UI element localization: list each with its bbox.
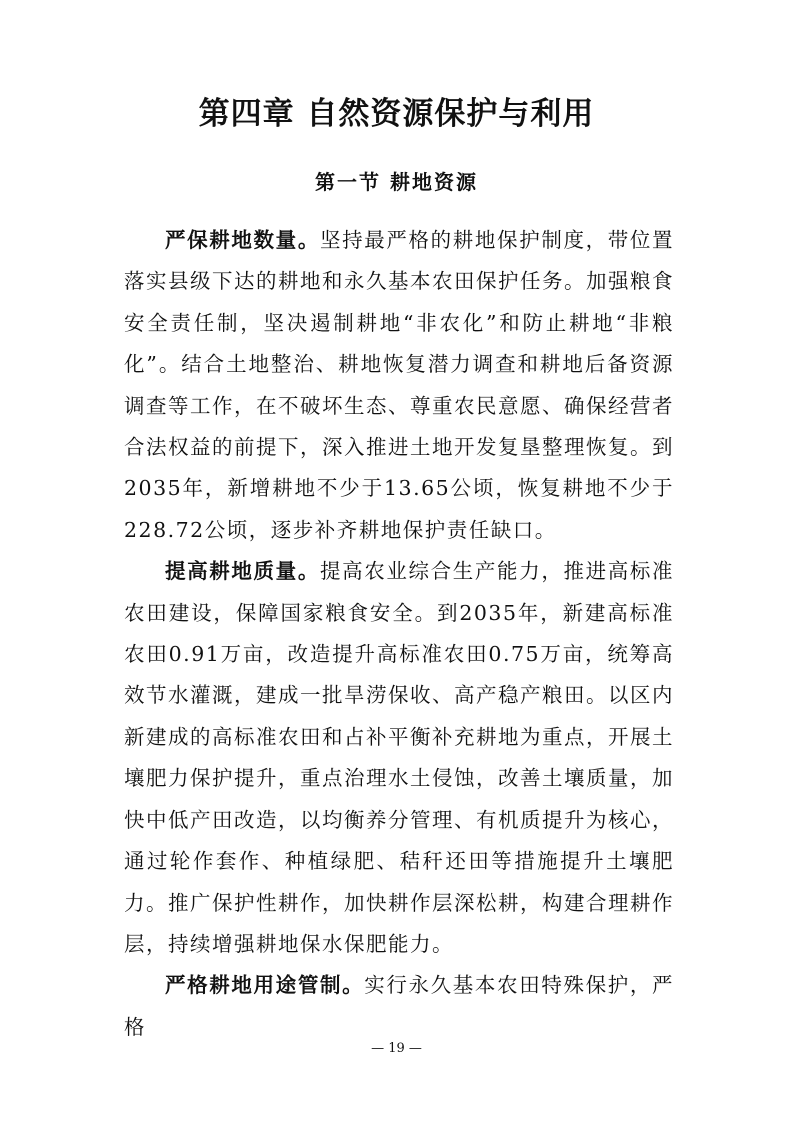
- chapter-title: 第四章 自然资源保护与利用: [198, 96, 595, 132]
- paragraph-text: 坚持最严格的耕地保护制度，带位置落实县级下达的耕地和永久基本农田保护任务。加强粮食安全责任制，坚决遏制耕地“非农化”和防止耕地“非粮化”。结合土地整治、耕地恢复潜力调查和耕地后备资源调查等工作，在不破坏生态、尊重农民意愿、确保经营者合法权益的前提下，深入推进土地开发复垦整理恢复。到2035年，新增耕地不少于13.65公顷，恢复耕地不少于228.72公顷，逐步补齐耕地保护责任缺口。: [124, 228, 675, 542]
- paragraph-text: 提高农业综合生产能力，推进高标准农田建设，保障国家粮食安全。到2035年，新建高标准农田0.91万亩，改造提升高标准农田0.75万亩，统筹高效节水灌溉，建成一批旱涝保收、高产稳产粮田。以区内新建成的高标准农田和占补平衡补充耕地为重点，开展土壤肥力保护提升，重点治理水土侵蚀，改善土壤质量，加快中低产田改造，以均衡养分管理、有机质提升为核心，通过轮作套作、种植绿肥、秸秆还田等措施提升土壤肥力。推广保护性耕作，加快耕作层深松耕，构建合理耕作层，持续增强耕地保水保肥能力。: [124, 559, 675, 956]
- paragraph-heading: 严格耕地用途管制。: [165, 973, 365, 998]
- page-number: — 19 —: [371, 1041, 422, 1056]
- paragraph-land-use-control: [124, 965, 674, 1048]
- paragraph-heading: 提高耕地质量。: [165, 559, 320, 584]
- section-title: 第一节 耕地资源: [315, 170, 478, 194]
- paragraph-cultivated-land-quantity: [124, 220, 674, 551]
- body-text: [124, 220, 674, 1048]
- paragraph-text: 实行永久基本农田特殊保护，严格: [124, 973, 675, 1039]
- paragraph-heading: 严保耕地数量。: [165, 228, 320, 252]
- paragraph-cultivated-land-quality: [124, 551, 674, 965]
